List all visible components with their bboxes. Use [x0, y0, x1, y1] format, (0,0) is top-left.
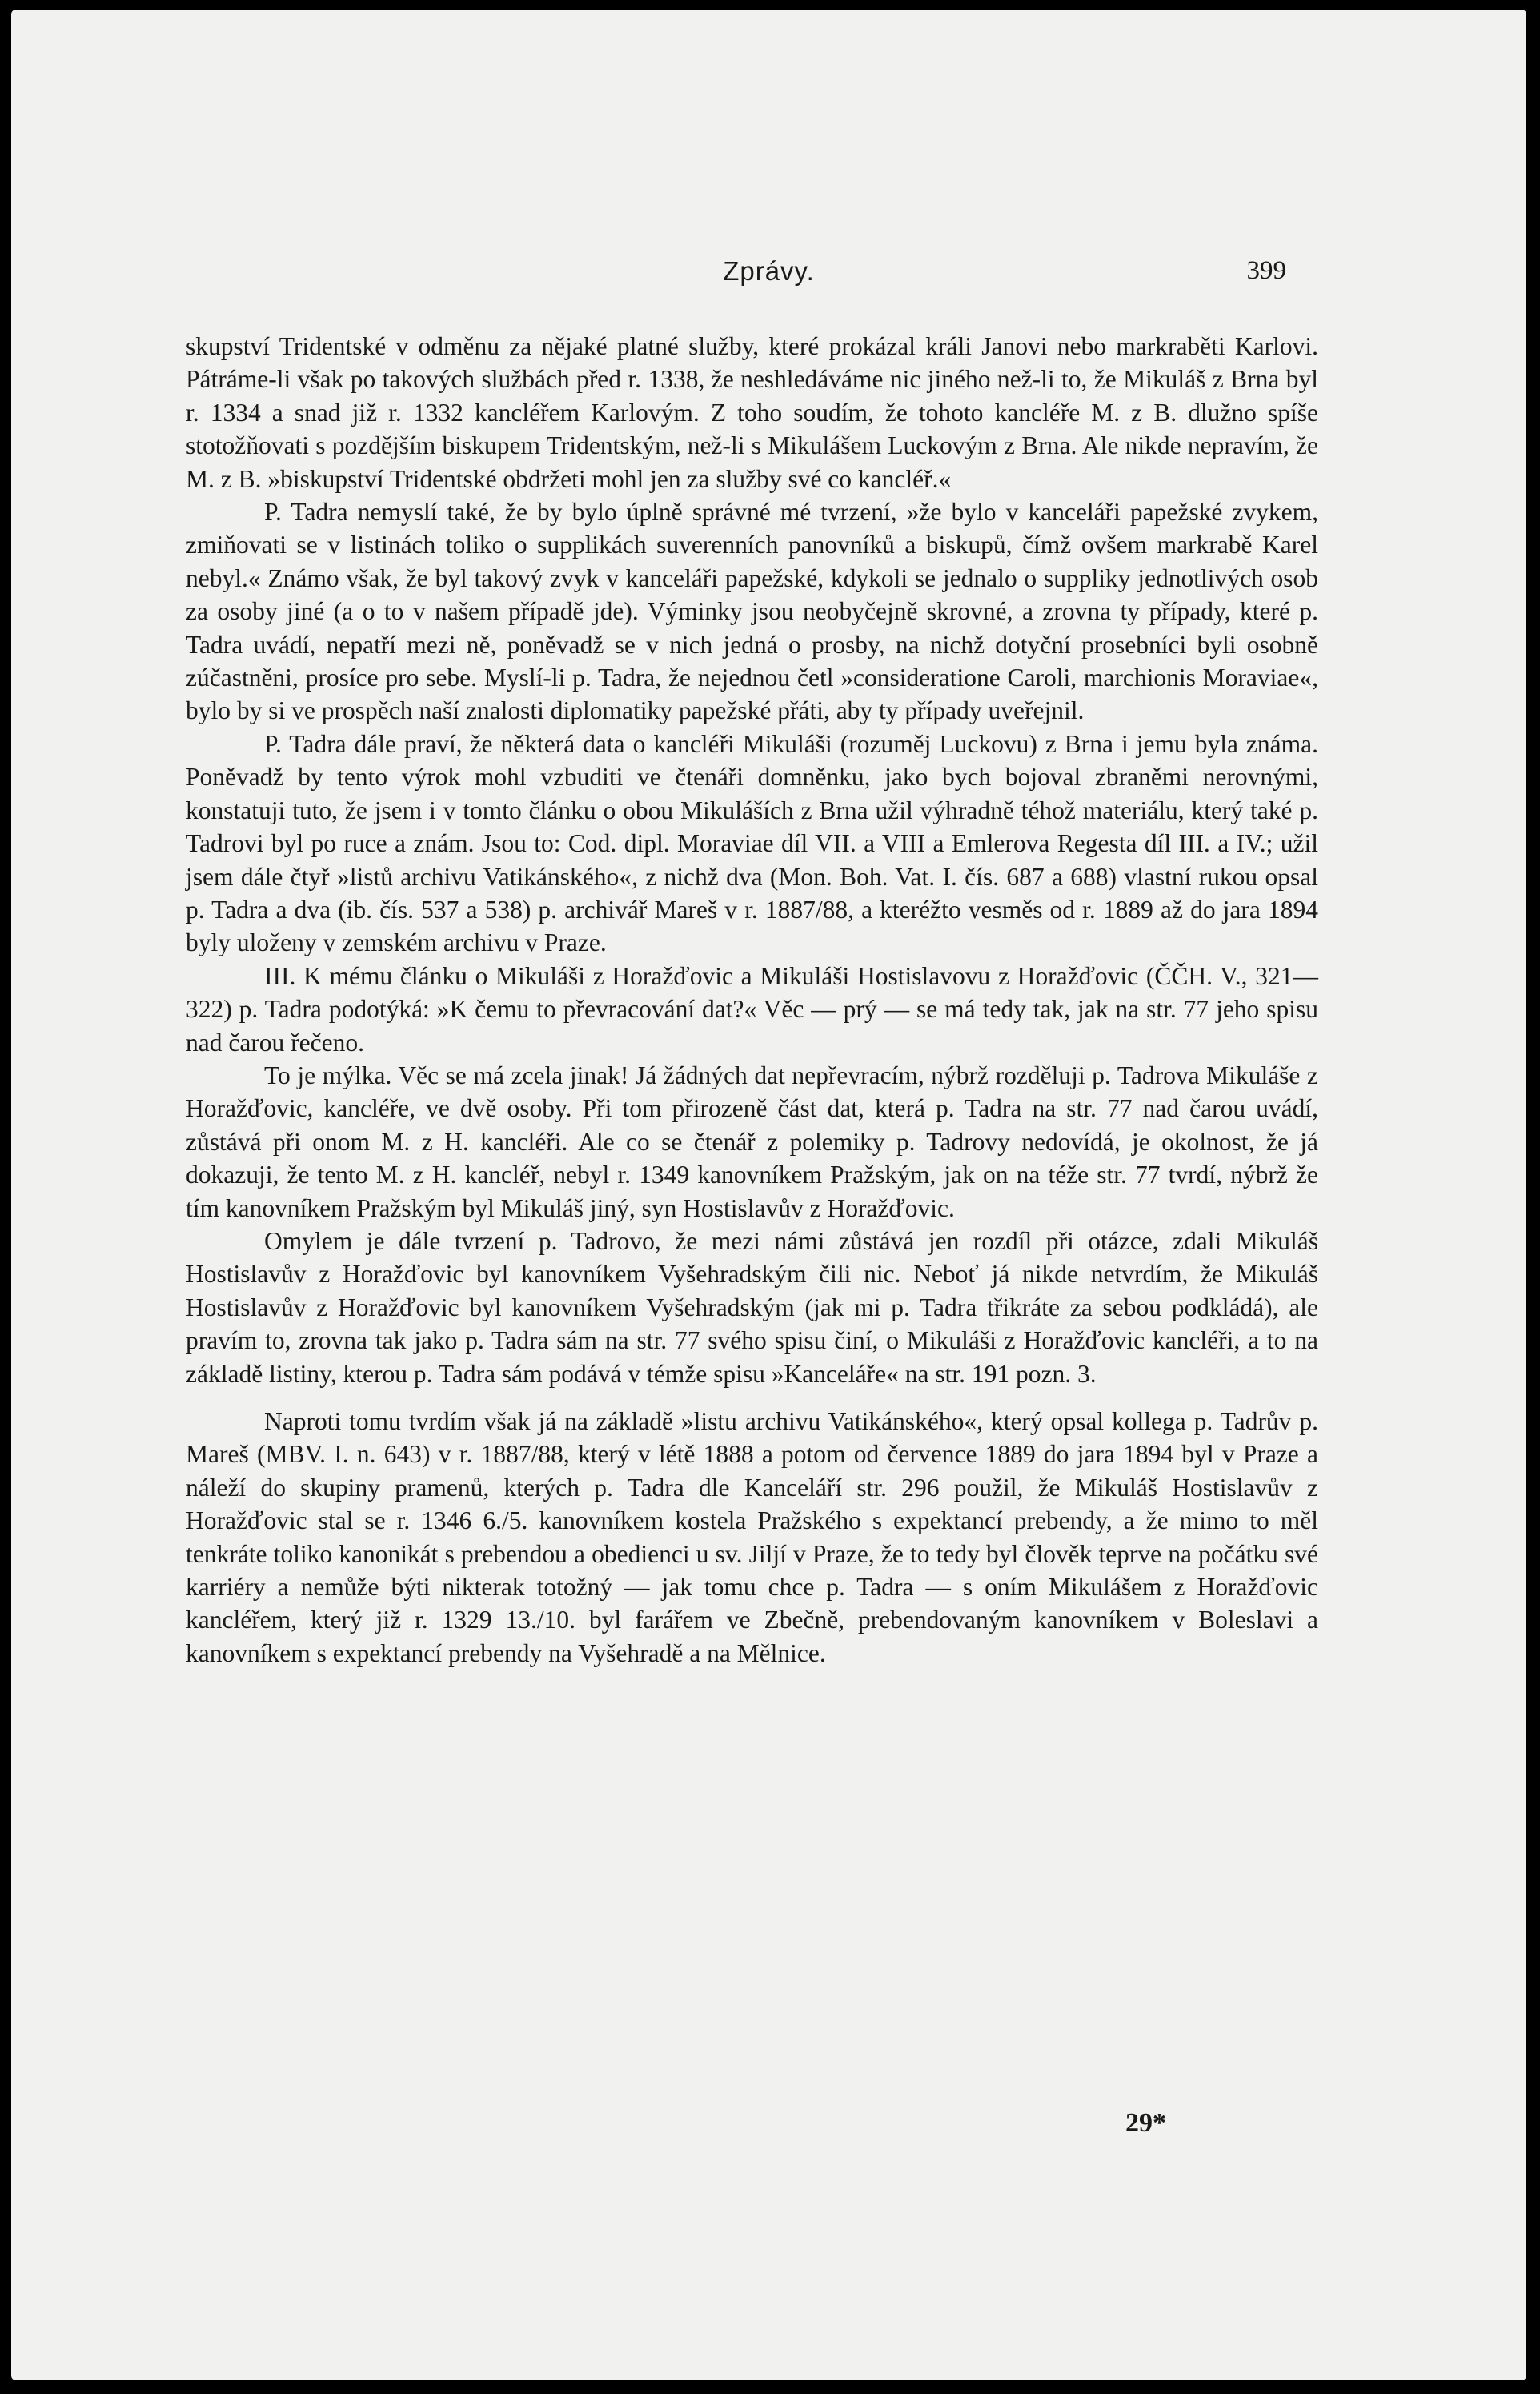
page-number: 399	[1246, 256, 1286, 285]
sheet-signature: 29*	[1125, 2108, 1166, 2138]
paragraph-6: Omylem je dále tvrzení p. Tadrovo, že mezi námi zůstává jen rozdíl při otázce, zdali Mikuláš Hostislavův z Horažďovic byl kanovníkem Vyšehradským čili nic. Neboť já nikde netvrdím, že Mikuláš Hostislavův z Horažďovic byl kanovníkem Vyšehradským (jak mi p. Tadra třikráte za sebou podkládá), ale pravím to, zrovna tak jako p. Tadra sám na str. 77 svého spisu činí, o Mikuláši z Horažďovic kancléři, a to na základě listiny, kterou p. Tadra sám podává v témže spisu »Kanceláře« na str. 191 pozn. 3.	[186, 1226, 1318, 1388]
paragraph-2: P. Tadra nemyslí také, že by bylo úplně správné mé tvrzení, »že bylo v kanceláři papežské zvykem, zmiňovati se v listinách toliko o supplikách suverenních panovníků a biskupů, čímž ovšem markrabě Karel nebyl.« Známo však, že byl takový zvyk v kanceláři papežské, kdykoli se jednalo o suppliky jednotlivých osob za osoby jiné (a o to v našem případě jde). Výminky jsou neobyčejně skrovné, a zrovna ty případy, které p. Tadra uvádí, nepatří mezi ně, poněvadž se v nich jedná o prosby, na nichž dotyční prosebníci byli osobně zúčastněni, prosíce pro sebe. Myslí-li p. Tadra, že nejednou četl »consideratione Caroli, marchionis Moraviae«, bylo by si ve prospěch naší znalosti diplomatiky papežské přáti, aby ty případy uveřejnil.	[186, 498, 1318, 725]
paragraph-4: III. K mému článku o Mikuláši z Horažďovic a Mikuláši Hostislavovu z Horažďovic (ČČH. V., 321—322) p. Tadra podotýká: »K čemu to převracování dat?« Věc — prý — se má tedy tak, jak na str. 77 jeho spisu nad čarou řečeno.	[186, 961, 1318, 1057]
document-page	[11, 10, 1526, 2380]
body-text	[186, 330, 1318, 1670]
paragraph-5: To je mýlka. Věc se má zcela jinak! Já žádných dat nepřevracím, nýbrž rozděluji p. Tadrova Mikuláše z Horažďovic, kancléře, ve dvě osoby. Při tom přirozeně část dat, která p. Tadra na str. 77 nad čarou uvádí, zůstává při onom M. z H. kancléři. Ale co se čtenář z polemiky p. Tadrovy nedovídá, je okolnost, že já dokazuji, že tento M. z H. kancléř, nebyl r. 1349 kanovníkem Pražským, jak on na téže str. 77 tvrdí, nýbrž že tím kanovníkem Pražským byl Mikuláš jiný, syn Hostislavův z Horažďovic.	[186, 1061, 1318, 1222]
paragraph-1: skupství Tridentské v odměnu za nějaké platné služby, které prokázal králi Janovi nebo markraběti Karlovi. Pátráme-li však po takových službách před r. 1338, že neshledáváme nic jiného než-li to, že Mikuláš z Brna byl r. 1334 a snad již r. 1332 kancléřem Karlovým. Z toho soudím, že tohoto kancléře M. z B. dlužno spíše stotožňovati s pozdějším biskupem Tridentským, než-li s Mikulášem Luckovým z Brna. Ale nikde nepravím, že M. z B. »biskupství Tridentské obdržeti mohl jen za služby své co kancléř.«	[186, 332, 1318, 493]
paragraph-7: Naproti tomu tvrdím však já na základě »listu archivu Vatikánského«, který opsal kollega p. Tadrův p. Mareš (MBV. I. n. 643) v r. 1887/88, který v létě 1888 a potom od července 1889 do jara 1894 byl v Praze a náleží do skupiny pramenů, kterých p. Tadra dle Kanceláří str. 296 použil, že Mikuláš Hostislavův z Horažďovic stal se r. 1346 6./5. kanovníkem kostela Pražského s expektancí prebendy, a že mimo to měl tenkráte toliko kanonikát s prebendou a obedienci u sv. Jiljí v Praze, že to tedy byl člověk teprve na počátku své karriéry a nemůže býti nikterak totožný — jak tomu chce p. Tadra — s oním Mikulášem z Horažďovic kancléřem, který již r. 1329 13./10. byl farářem ve Zbečně, prebendovaným kanovníkem v Boleslavi a kanovníkem s expektancí prebendy na Vyšehradě a na Mělnice.	[186, 1407, 1318, 1667]
running-title: Zprávy.	[723, 256, 815, 286]
paragraph-3: P. Tadra dále praví, že některá data o kancléři Mikuláši (rozuměj Luckovu) z Brna i jemu byla známa. Poněvadž by tento výrok mohl vzbuditi ve čtenáři domněnku, jako bych bojoval zbraněmi nerovnými, konstatuji tuto, že jsem i v tomto článku o obou Mikuláších z Brna užil výhradně téhož materiálu, který také p. Tadrovi byl po ruce a znám. Jsou to: Cod. dipl. Moraviae díl VII. a VIII a Emlerova Regesta díl III. a IV.; užil jsem dále čtyř »listů archivu Vatikánského«, z nichž dva (Mon. Boh. Vat. I. čís. 687 a 688) vlastní rukou opsal p. Tadra a dva (ib. čís. 537 a 538) p. archivář Mareš v r. 1887/88, a kteréžto vesměs od r. 1889 až do jara 1894 byly uloženy v zemském archivu v Praze.	[186, 729, 1318, 957]
page-header	[11, 256, 1526, 288]
